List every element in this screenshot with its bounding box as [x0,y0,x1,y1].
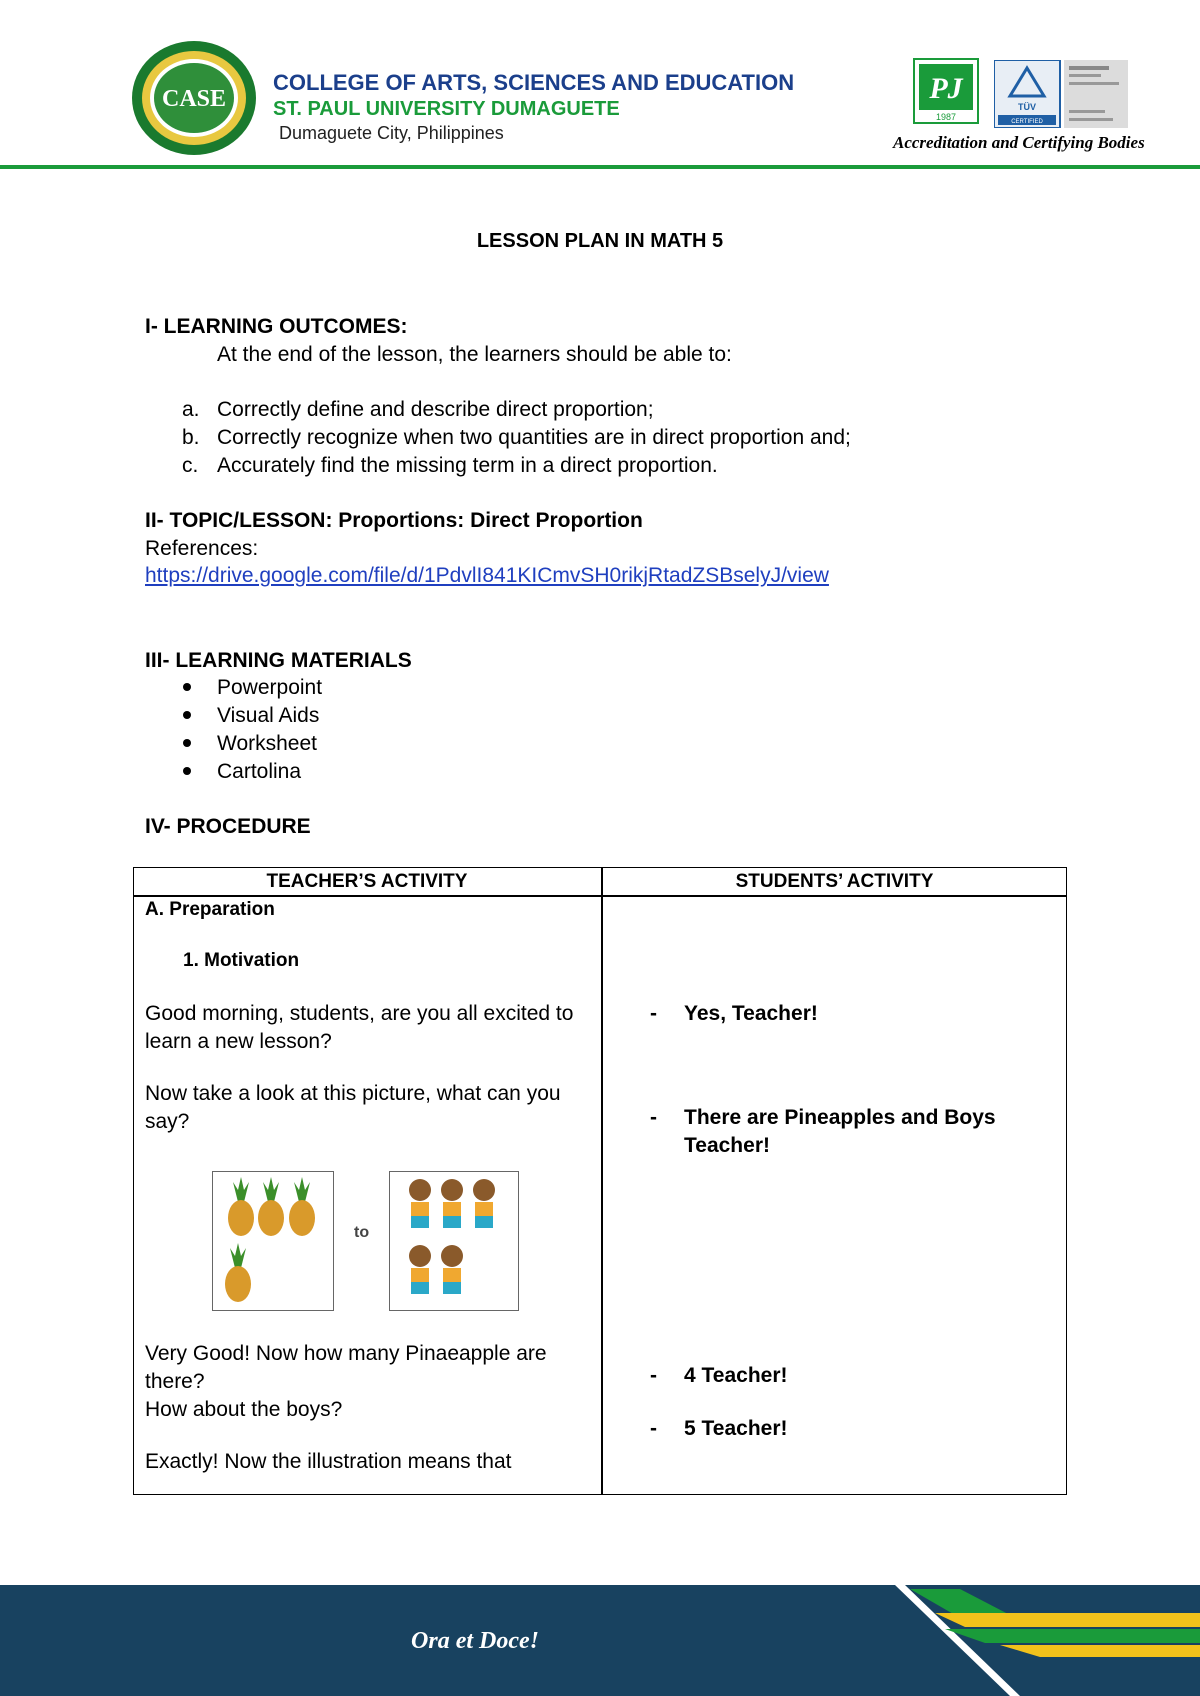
reference-link[interactable]: https://drive.google.com/file/d/1PdvlI841KICmvSH0rikjRtadZSBselyJ/view [145,564,829,587]
tuv-certification-logo [994,60,1128,128]
material-item: Powerpoint [217,676,323,699]
footer-motto: Ora et Doce! [411,1628,539,1654]
pineapple-icon [228,1177,254,1236]
bullet-icon [183,739,191,747]
pineapple-icon [258,1177,284,1236]
boy-icon [441,1245,463,1294]
outcome-marker-b: b. [182,426,200,449]
materials-heading: III- LEARNING MATERIALS [145,649,412,672]
university-name: ST. PAUL UNIVERSITY DUMAGUETE [273,98,620,120]
bullet-icon [183,683,191,691]
preparation-heading: A. Preparation [145,899,275,920]
outcome-item-c: Accurately find the missing term in a direct proportion. [217,454,718,477]
student-response-2: There are Pineapples and Boys Teacher! [684,1106,996,1157]
tuv-logo-text: TÜV [1018,102,1036,112]
student-response-1: Yes, Teacher! [684,1002,818,1025]
picture-connector: to [354,1224,370,1241]
student-response-4: 5 Teacher! [684,1417,788,1440]
outcome-marker-a: a. [182,398,200,421]
boy-icon [441,1179,463,1228]
table-column-divider [601,867,603,1495]
teacher-activity-header: TEACHER’S ACTIVITY [266,871,468,892]
teacher-count-question: Very Good! Now how many Pinaeapple are there? [145,1342,547,1393]
response-dash: - [650,1002,657,1025]
outcome-marker-c: c. [182,454,199,477]
response-dash: - [650,1106,657,1129]
case-seal-logo [131,40,257,156]
boys-picture [389,1171,519,1311]
pineapples-picture [212,1171,334,1311]
table-header-divider [133,895,1067,897]
seal-text: CASE [161,86,227,112]
outcomes-intro: At the end of the lesson, the learners should be able to: [217,343,732,366]
references-label: References: [145,537,259,560]
pj-accreditation-logo [913,58,979,124]
bullet-icon [183,767,191,775]
students-activity-header: STUDENTS’ ACTIVITY [735,871,934,892]
outcome-item-a: Correctly define and describe direct proportion; [217,398,654,421]
material-item: Cartolina [217,760,302,783]
document-title: LESSON PLAN IN MATH 5 [476,230,724,252]
college-name: COLLEGE OF ARTS, SCIENCES AND EDUCATION [273,70,795,95]
header-divider [0,165,1200,169]
teacher-picture-prompt: Now take a look at this picture, what can you say? [145,1082,561,1133]
topic-heading: II- TOPIC/LESSON: Proportions: Direct Proportion [145,509,643,532]
pj-logo-year: 1987 [935,112,957,122]
pineapple-icon [289,1177,315,1236]
procedure-heading: IV- PROCEDURE [145,815,311,838]
pj-logo-text: PJ [929,72,963,105]
bullet-icon [183,711,191,719]
boy-icon [409,1245,431,1294]
student-response-3: 4 Teacher! [684,1364,788,1387]
tuv-logo-sub: CERTIFIED [1011,119,1043,125]
response-dash: - [650,1417,657,1440]
teacher-conclusion: Exactly! Now the illustration means that [145,1450,512,1473]
motivation-heading: 1. Motivation [183,950,300,971]
teacher-boys-question: How about the boys? [145,1398,343,1421]
outcome-item-b: Correctly recognize when two quantities are in direct proportion and; [217,426,851,449]
boy-icon [473,1179,495,1228]
boy-icon [409,1179,431,1228]
outcomes-heading: I- LEARNING OUTCOMES: [145,315,408,338]
city-location: Dumaguete City, Philippines [279,123,504,143]
teacher-greeting: Good morning, students, are you all excited to learn a new lesson? [145,1002,574,1053]
pineapple-icon [225,1243,251,1302]
material-item: Visual Aids [217,704,320,727]
response-dash: - [650,1364,657,1387]
accreditation-caption: Accreditation and Certifying Bodies [893,133,1145,152]
material-item: Worksheet [217,732,317,755]
